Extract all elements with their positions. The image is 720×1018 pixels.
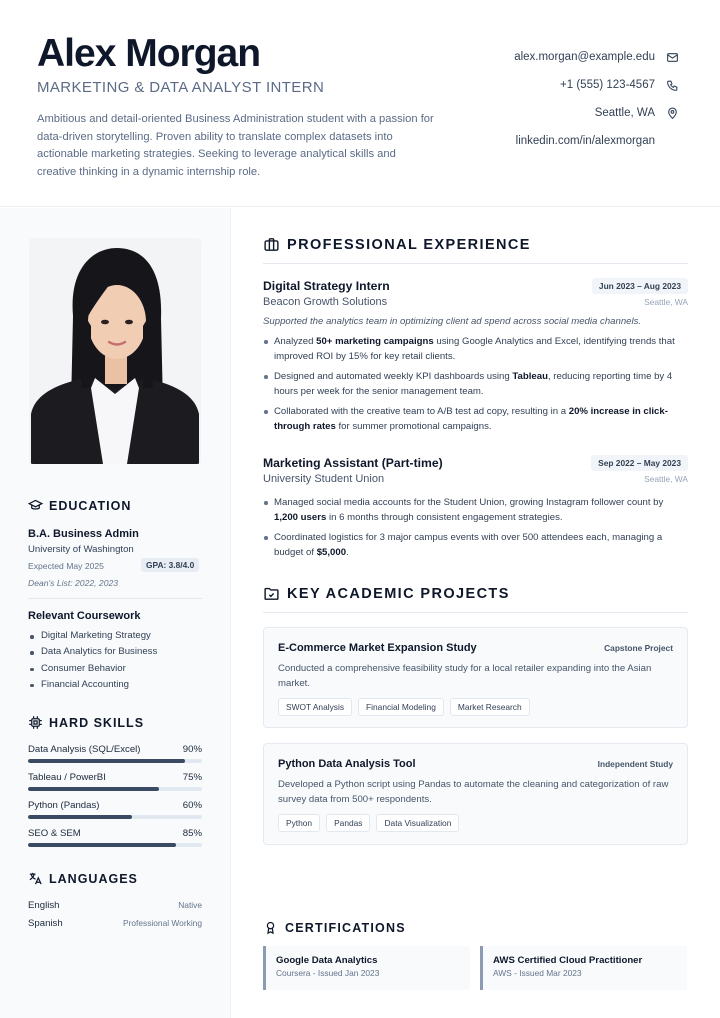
gpa-badge: GPA: 3.8/4.0 [141, 558, 199, 572]
coursework-item: Consumer Behavior [28, 661, 157, 677]
project-title: Python Data Analysis Tool [278, 758, 416, 770]
job-dates: Sep 2022 – May 2023 [591, 455, 688, 471]
languages-heading [28, 871, 138, 886]
job-bullet: Collaborated with the creative team to A/B test ad copy, resulting in a 20% increase in click-through rates for summer promotional campaigns. [263, 404, 688, 434]
project-card [263, 627, 688, 728]
divider [28, 598, 202, 599]
resume-header [0, 0, 720, 207]
contact-linkedin[interactable] [359, 127, 679, 155]
projects-title: KEY ACADEMIC PROJECTS [287, 585, 510, 602]
language-name: English [28, 900, 60, 911]
job-bullets [263, 334, 688, 434]
skill-item [28, 772, 202, 791]
coursework-title: Relevant Coursework [28, 610, 141, 622]
skill-percent: 60% [182, 800, 202, 811]
languages-title: LANGUAGES [49, 871, 138, 886]
divider [263, 612, 688, 613]
tag: Python [278, 814, 320, 832]
skill-item [28, 828, 202, 847]
award-icon [263, 920, 278, 935]
skill-name: Data Analysis (SQL/Excel) [28, 744, 141, 755]
certifications-title: CERTIFICATIONS [285, 920, 406, 935]
coursework-item: Digital Marketing Strategy [28, 628, 157, 644]
skill-percent: 75% [182, 772, 202, 783]
sidebar [0, 208, 231, 1018]
certification-name: Google Data Analytics [276, 955, 378, 966]
skill-bar-fill [28, 815, 132, 819]
linkedin-icon [665, 134, 679, 148]
tag: SWOT Analysis [278, 698, 352, 716]
project-card [263, 743, 688, 845]
folder-icon [263, 585, 280, 602]
job-entry [263, 278, 688, 439]
contact-location [359, 99, 679, 127]
skill-item [28, 800, 202, 819]
projects-heading [263, 585, 510, 602]
skill-bar [28, 787, 202, 791]
profile-photo [29, 238, 201, 464]
language-level: Native [178, 900, 202, 910]
job-location: Seattle, WA [644, 297, 688, 307]
graduation-cap-icon [28, 498, 43, 513]
certifications-heading [263, 920, 406, 935]
language-name: Spanish [28, 918, 63, 929]
education-school: University of Washington [28, 544, 134, 555]
job-title: Marketing Assistant (Part-time) [263, 456, 443, 470]
coursework-item: Financial Accounting [28, 677, 157, 693]
skill-bar [28, 759, 202, 763]
job-title: Digital Strategy Intern [263, 279, 390, 293]
chip-icon [28, 715, 43, 730]
job-description: Supported the analytics team in optimizing client ad spend across social media channels. [263, 316, 642, 327]
project-description: Developed a Python script using Pandas to automate the cleaning and categorization of raw survey data from 500+ respondents. [278, 779, 669, 805]
certification-card [263, 946, 470, 990]
education-degree: B.A. Business Admin [28, 528, 139, 540]
project-type: Capstone Project [604, 643, 673, 653]
skill-percent: 85% [182, 828, 202, 839]
skill-item [28, 744, 202, 763]
mail-icon [665, 50, 679, 64]
skill-name: SEO & SEM [28, 828, 81, 839]
briefcase-icon [263, 236, 280, 253]
job-location: Seattle, WA [644, 474, 688, 484]
certification-card [480, 946, 687, 990]
job-bullets [263, 495, 688, 560]
tag: Market Research [450, 698, 530, 716]
experience-title: PROFESSIONAL EXPERIENCE [287, 236, 531, 253]
email-text[interactable]: alex.morgan@example.edu [514, 51, 655, 63]
job-bullet: Designed and automated weekly KPI dashboards using Tableau, reducing reporting time by 4 hours per week for the senior management team. [263, 369, 688, 399]
project-type: Independent Study [597, 759, 673, 769]
job-bullet: Coordinated logistics for 3 major campus events with over 500 attendees each, managing a budget of $5,000. [263, 530, 688, 560]
candidate-name: Alex Morgan [37, 32, 261, 75]
linkedin-text[interactable]: linkedin.com/in/alexmorgan [515, 135, 655, 147]
skill-bar-fill [28, 787, 159, 791]
education-heading [28, 498, 131, 513]
job-company: University Student Union [263, 473, 385, 485]
candidate-role: MARKETING & DATA ANALYST INTERN [37, 79, 325, 96]
tag: Pandas [326, 814, 370, 832]
contact-list [359, 43, 679, 155]
experience-heading [263, 236, 531, 253]
project-description: Conducted a comprehensive feasibility study for a local retailer expanding into the Asian market. [278, 663, 652, 689]
skill-name: Python (Pandas) [28, 800, 100, 811]
language-level: Professional Working [123, 918, 202, 928]
tag: Financial Modeling [358, 698, 444, 716]
skill-percent: 90% [182, 744, 202, 755]
skill-bar-fill [28, 843, 176, 847]
tag: Data Visualization [376, 814, 459, 832]
language-item [28, 900, 202, 911]
skill-bar [28, 815, 202, 819]
tag-list [278, 814, 673, 832]
skills-heading [28, 715, 144, 730]
skill-name: Tableau / PowerBI [28, 772, 106, 783]
contact-phone[interactable] [359, 71, 679, 99]
skill-bar [28, 843, 202, 847]
project-title: E-Commerce Market Expansion Study [278, 642, 477, 654]
location-text: Seattle, WA [594, 107, 655, 119]
map-pin-icon [665, 106, 679, 120]
job-entry [263, 455, 688, 565]
job-dates: Jun 2023 – Aug 2023 [592, 278, 688, 294]
job-bullet: Analyzed 50+ marketing campaigns using Google Analytics and Excel, identifying trends that improved ROI by 15% for key retail clients. [263, 334, 688, 364]
language-item [28, 918, 202, 929]
profile-summary: Ambitious and detail-oriented Business Administration student with a passion for data-driven storytelling. Proven ability to translate complex datasets into actionable marketing strategies. Seeking to leverage analytical skills and creative thinking in a dynamic internship role. [37, 113, 434, 178]
divider [263, 263, 688, 264]
skill-bar-fill [28, 759, 185, 763]
certification-name: AWS Certified Cloud Practitioner [493, 955, 643, 966]
contact-email[interactable] [359, 43, 679, 71]
job-bullet: Managed social media accounts for the Student Union, growing Instagram follower count by 1,200 users in 6 months through consistent engagement strategies. [263, 495, 688, 525]
certification-issuer: Coursera - Issued Jan 2023 [276, 968, 380, 978]
coursework-list [28, 628, 157, 693]
phone-icon [665, 78, 679, 92]
phone-text[interactable]: +1 (555) 123-4567 [560, 79, 655, 91]
translate-icon [28, 871, 43, 886]
education-title: EDUCATION [49, 498, 132, 513]
education-expected-date: Expected May 2025 [28, 561, 104, 571]
skills-title: HARD SKILLS [49, 715, 145, 730]
tag-list [278, 698, 673, 716]
coursework-item: Data Analytics for Business [28, 644, 157, 660]
certification-issuer: AWS - Issued Mar 2023 [493, 968, 582, 978]
education-honors: Dean's List: 2022, 2023 [28, 578, 119, 588]
job-company: Beacon Growth Solutions [263, 296, 388, 308]
